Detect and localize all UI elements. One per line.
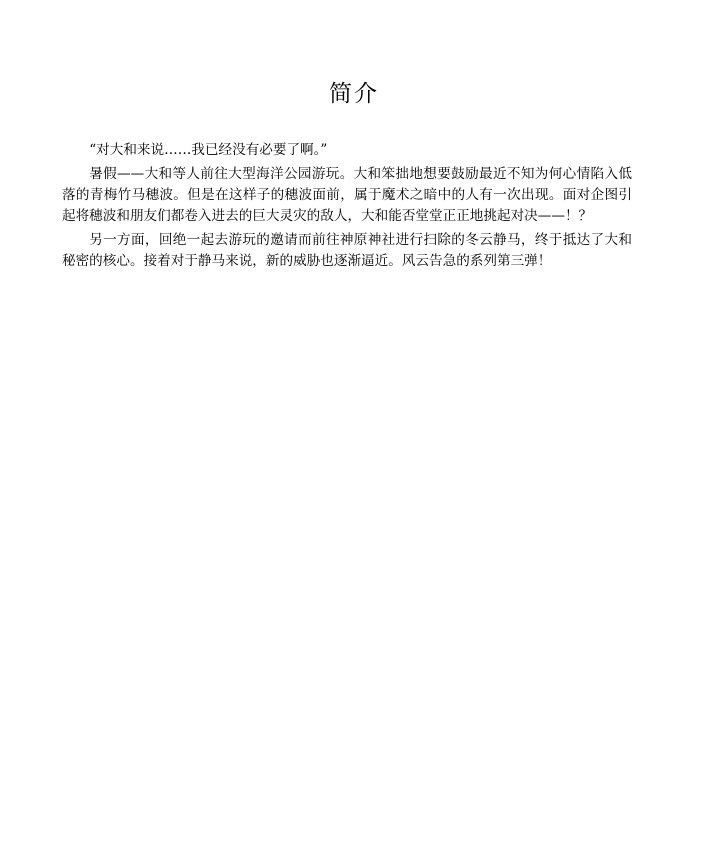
synopsis-body [62, 140, 632, 272]
page-title: 简介 [329, 81, 379, 107]
synopsis-paragraph-shizuma: 另一方面，回绝一起去游玩的邀请而前往神原神社进行扫除的冬云静马，终于抵达了大和秘密的核心。接着对于静马来说，新的威胁也逐渐逼近。风云告急的系列第三弹！ [62, 232, 632, 269]
synopsis-paragraph-quote: “对大和来说……我已经没有必要了啊。” [89, 142, 328, 158]
synopsis-paragraph-summer: 暑假——大和等人前往大型海洋公园游玩。大和笨拙地想要鼓励最近不知为何心情陷入低落的青梅竹马穗波。但是在这样子的穗波面前，属于魔术之暗中的人有一次出现。面对企图引起将穗波和朋友们都卷入进去的巨大灵灾的敌人，大和能否堂堂正正地挑起对决——！？ [62, 166, 632, 224]
